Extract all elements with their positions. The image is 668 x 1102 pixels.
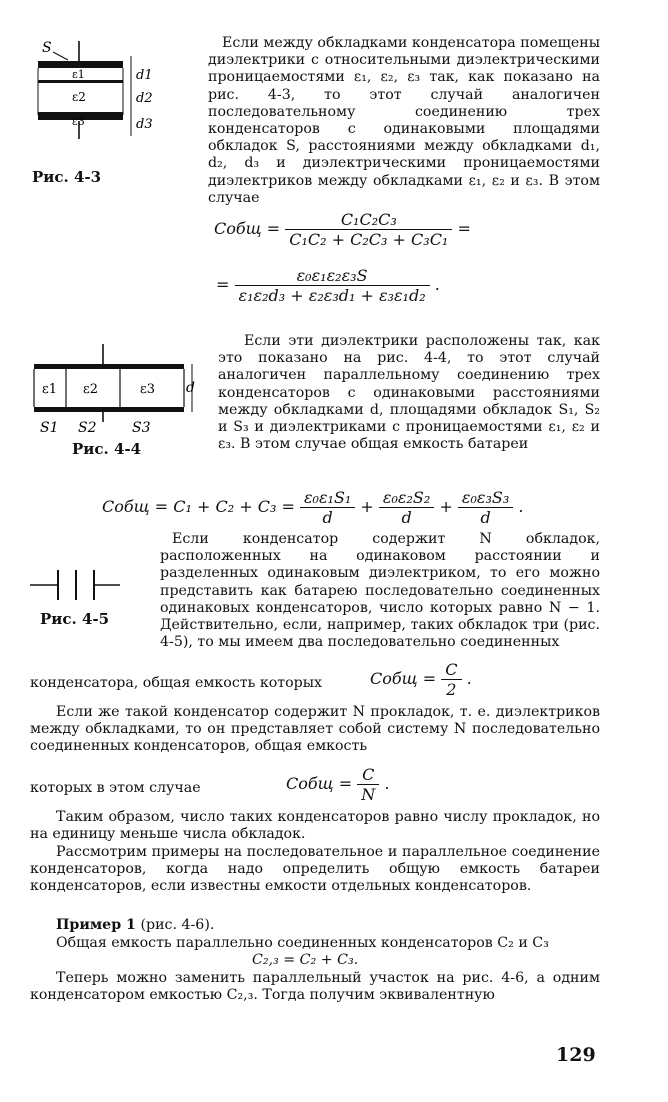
formula-4-fraction	[441, 660, 461, 699]
fig43-d3: d3	[136, 117, 153, 132]
formula-5-numerator: C	[362, 765, 375, 784]
formula-2-end: .	[434, 275, 440, 294]
paragraph-3: Если конденсатор содержит N обкладок, расположенных на одинаковом расстоянии и разделенных одинаковым диэлектриком, то его можно представить как батарею последовательно соединенных одинаковых конденсаторов, число которых равно N − 1. Действительно, если, например, таких обкладок три (рис. 4-5), то мы имеем два последовательно соединенных	[160, 531, 600, 651]
fig44-eps1: ε1	[42, 382, 58, 397]
example-1-title: Пример 1	[56, 917, 136, 933]
formula-3-end: .	[518, 497, 524, 516]
figure-4-5	[28, 568, 128, 602]
formula-2-fraction	[235, 266, 430, 305]
formula-3-den2: d	[379, 507, 434, 527]
paragraph-5: Таким образом, число таких конденсаторов равно числу прокладок, но на единицу меньше числа обкладок.	[30, 809, 600, 843]
formula-3-plus1: +	[360, 497, 374, 516]
figure-4-3	[28, 36, 168, 141]
formula-3-lhs: Cобщ = C₁ + C₂ + C₃ =	[102, 497, 295, 516]
formula-3-num1: ε₀ε₁S₁	[303, 488, 352, 507]
formula-5-fraction	[357, 765, 379, 804]
formula-3-plus2: +	[439, 497, 453, 516]
formula-5	[286, 765, 389, 804]
example-1-formula: C₂,₃ = C₂ + C₃.	[252, 952, 359, 968]
formula-5-lhs: Cобщ =	[286, 774, 353, 793]
formula-3-frac2	[379, 488, 434, 527]
fig43-caption: Рис. 4-3	[32, 168, 102, 186]
fig45-caption: Рис. 4-5	[40, 610, 110, 628]
formula-2	[216, 266, 440, 305]
fig43-eps2: ε2	[72, 90, 86, 104]
formula-3-num3: ε₀ε₃S₃	[461, 488, 510, 507]
formula-1	[214, 210, 471, 249]
fig43-eps3: ε3	[72, 115, 85, 128]
fig43-d2: d2	[136, 91, 153, 106]
paragraph-7: Теперь можно заменить параллельный участок на рис. 4-6, а одним конденсатором емкостью C₂,₃. Тогда получим эквивалентную	[30, 970, 600, 1004]
formula-4	[370, 660, 472, 699]
formula-4-denominator: 2	[441, 679, 461, 699]
example-1-heading	[56, 917, 214, 934]
paragraph-4: Если же такой конденсатор содержит N прокладок, т. е. диэлектриков между обкладками, то он представляет собой систему N последовательно соединенных конденсаторов, общая емкость	[30, 704, 600, 755]
formula-4-lhs: Cобщ =	[370, 669, 437, 688]
fig44-s1: S1	[40, 420, 59, 436]
fig44-d: d	[186, 380, 195, 396]
formula-5-denominator: N	[357, 784, 379, 804]
formula-2-denominator: ε₁ε₂d₃ + ε₂ε₃d₁ + ε₃ε₁d₂	[235, 285, 430, 305]
figure-4-4	[28, 344, 200, 436]
fig44-caption: Рис. 4-4	[72, 440, 142, 458]
formula-1-denominator: C₁C₂ + C₂C₃ + C₃C₁	[285, 229, 452, 249]
formula-3-den1: d	[300, 507, 355, 527]
paragraph-6: Рассмотрим примеры на последовательное и параллельное соединение конденсаторов, когда надо определить общую емкость батареи конденсаторов, если известны емкости отдельных конденсаторов.	[30, 844, 600, 895]
paragraph-1: Если между обкладками конденсатора помещены диэлектрики с относительными диэлектрическими проницаемостями ε₁, ε₂, ε₃ так, как показано на рис. 4-3, то этот случай аналогичен последовательному соединению трех конденсаторов с одинаковыми площадями обкладок S, расстояниями между обкладками d₁, d₂, d₃ и диэлектрическими проницаемостями диэлектриков между обкладками ε₁, ε₂ и ε₃. В этом случае	[208, 35, 600, 206]
fig43-label-s: S	[42, 40, 52, 56]
example-1-line: Общая емкость параллельно соединенных конденсаторов C₂ и C₃	[56, 935, 549, 951]
formula-5-end: .	[384, 774, 390, 793]
formula-3-num2: ε₀ε₂S₂	[382, 488, 431, 507]
example-1-ref: (рис. 4-6).	[140, 917, 215, 933]
formula-1-fraction	[285, 210, 452, 249]
fig44-eps2: ε2	[83, 382, 99, 397]
formula-1-lhs: Cобщ =	[214, 219, 281, 238]
fig44-eps3: ε3	[140, 382, 156, 397]
paragraph-3-end: конденсатора, общая емкость которых	[30, 675, 323, 691]
paragraph-4-end: которых в этом случае	[30, 780, 201, 796]
formula-3-frac1	[300, 488, 355, 527]
fig43-eps1: ε1	[72, 68, 85, 81]
formula-4-numerator: C	[445, 660, 458, 679]
formula-3	[102, 488, 523, 527]
page-number: 129	[556, 1044, 596, 1066]
fig44-s2: S2	[78, 420, 97, 436]
formula-1-numerator: C₁C₂C₃	[340, 210, 397, 229]
formula-2-eq: =	[216, 275, 230, 294]
formula-1-eq: =	[457, 219, 471, 238]
fig43-d1: d1	[136, 68, 153, 83]
fig44-s3: S3	[132, 420, 151, 436]
paragraph-2: Если эти диэлектрики расположены так, как это показано на рис. 4-4, то этот случай аналогичен параллельному соединению трех конденсаторов с одинаковыми расстояниями между обкладками d, площадями обкладок S₁, S₂ и S₃ и диэлектриками с проницаемостями ε₁, ε₂ и ε₃. В этом случае общая емкость батареи	[218, 333, 600, 453]
formula-3-den3: d	[458, 507, 513, 527]
formula-3-frac3	[458, 488, 513, 527]
formula-2-numerator: ε₀ε₁ε₂ε₃S	[296, 266, 368, 285]
formula-4-end: .	[466, 669, 472, 688]
